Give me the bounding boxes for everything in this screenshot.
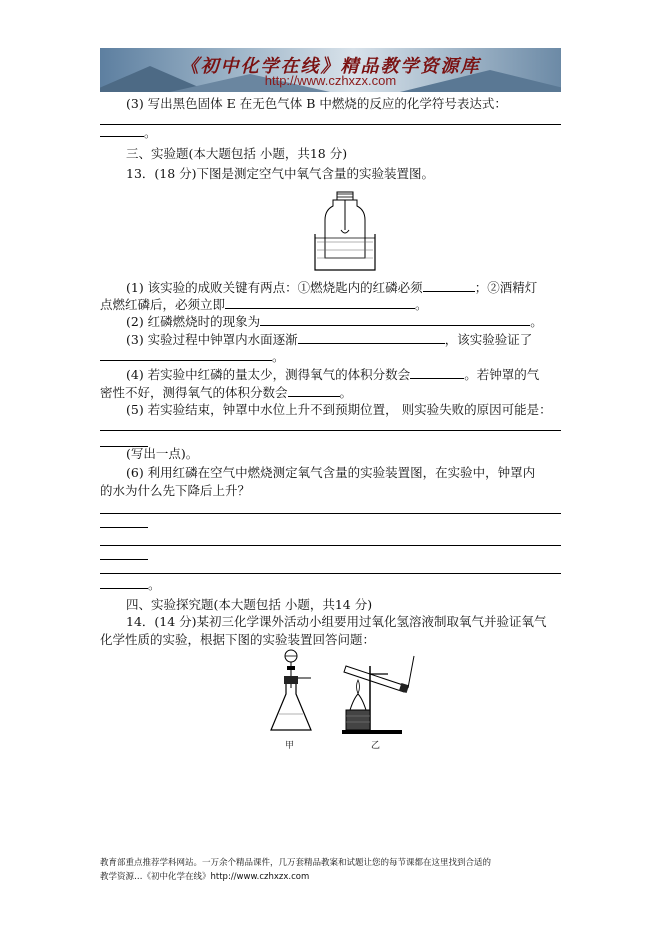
header-banner [100,48,561,92]
q13-p3-line1: (3) 实验过程中钟罩内水面逐渐 ，该实验验证了 [126,332,533,347]
flask-apparatus-jia [265,648,317,736]
answer-line [100,430,561,431]
q13-p6-line2: 的水为什么先下降后上升？ [100,483,251,498]
heating-apparatus-yi [336,652,416,736]
bell-jar-apparatus [313,190,377,280]
banner-title: 《初中化学在线》精品教学资源库 [180,56,481,77]
q13-p6-line1: (6) 利用红磷在空气中燃烧测定氧气含量的实验装置图，在实验中，钟罩内 [126,465,536,480]
footer-line1: 教育部重点推荐学科网站。一万余个精品课件，几万套精品教案和试题让您的每节课都在这里找到合适的 [100,858,492,868]
section3-title: 三、实验题(本大题包括 小题，共18 分) [126,146,348,161]
answer-line [100,559,148,560]
rubber-stopper [284,676,298,684]
answer-line [100,545,561,546]
answer-line [100,527,148,528]
q13-p3-line2: 。 [100,348,285,365]
label-jia: 甲 [285,741,295,751]
q13-intro: 13．(18 分)下图是测定空气中氧气含量的实验装置图。 [126,166,435,181]
flame [357,680,360,694]
stand-base [342,730,402,734]
q13-p1-line1: (1) 该实验的成败关键有两点：①燃烧匙内的红磷必须 ；②酒精灯 [126,280,538,295]
combustion-spoon [341,230,349,233]
conical-flask [271,684,311,730]
q14-intro-line2: 化学性质的实验，根据下图的实验装置回答问题： [100,632,376,647]
q13-p5-note: (写出一点)。 [126,446,199,461]
test-tube [344,666,406,692]
wood-block [346,710,370,730]
q13-p5: (5) 若实验结束，钟罩中水位上升不到预期位置， 则实验失败的原因可能是： [126,402,552,417]
water-trough [315,234,375,270]
answer-line [100,124,561,125]
answer-line [100,573,561,574]
alcohol-lamp [350,694,366,710]
q13-p1-line2: 点燃红磷后，必须立即 。 [100,297,428,312]
funnel-stopcock [287,666,295,670]
banner-url[interactable]: http://www.czhxzx.com [264,73,397,88]
label-yi: 乙 [371,741,381,751]
q13-p2: (2) 红磷燃烧时的现象为 。 [126,314,543,329]
q13-p4-line1: (4) 若实验中红磷的量太少，测得氧气的体积分数会 。若钟罩的气 [126,367,540,382]
stopper [337,192,353,200]
section4-title: 四、实验探究题(本大题包括 小题，共14 分) [126,597,373,612]
q12-part3: (3) 写出黑色固体 E 在无色气体 B 中燃烧的反应的化学符号表达式： [126,96,507,111]
q14-intro-line1: 14．(14 分)某初三化学课外活动小组要用过氧化氢溶液制取氧气并验证氧气 [126,614,547,629]
answer-line [100,513,561,514]
footer-line2: 教学资源…《初中化学在线》http://www.czhxzx.com [100,872,310,882]
q13-p6-answer-tail: 。 [100,576,161,593]
q13-p4-line2: 密性不好，测得氧气的体积分数会 。 [100,385,353,400]
q12-answer-tail: 。 [100,124,157,141]
